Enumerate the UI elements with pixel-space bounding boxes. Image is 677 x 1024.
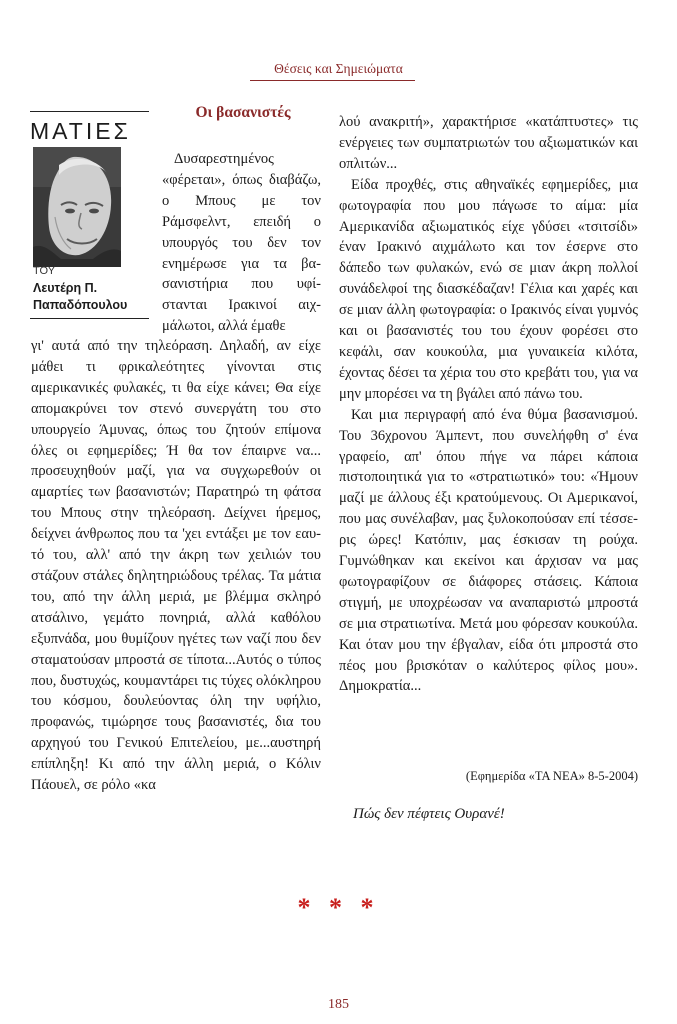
article-paragraph-intro: Δυσαρεστημένος «φέρεται», όπως διαβάζω, ο Μπους με τον Ράμσφελντ, επειδή ο υπουργός του δεν τον ενημέρωσε για τα βασανιστήρια που υφίστανται Ιρακινοί αιχμάλωτοι, αλλά έμαθε (162, 151, 321, 335)
running-head: Θέσεις και Σημειώματα (274, 61, 403, 76)
author-name-line1: Λευτέρη Π. (33, 281, 98, 295)
article-title: Οι βασανιστές (195, 104, 291, 121)
article-column-2 (339, 112, 638, 697)
article-column-1-top (162, 149, 321, 337)
source-citation: (Εφημερίδα «ΤΑ ΝΕΑ» 8-5-2004) (465, 769, 638, 783)
article-paragraph-continued: γι' αυτά από την τηλεόραση. Δηλαδή, αν είχε μάθει τι φρικαλεότητες γίνονται στις αμερικανικές φυλακές, τι θα είχε κάνει; Θα είχε απομακρύνει τον στενό συνεργάτη του στο υπουργείο Άμυνας, όπως του ζητούν επίμονα όλες οι εφημερίδες; Ή θα τον έπαιρνε να... προσευχηθούν μαζί, για να συγχωρεθούν οι αμαρτίες των βασανιστών; Παρατηρώ τη φάτσα του Μπους στην τηλεόραση. Δείχνει ήρεμος, δείχνει άνθρωπος που τα 'χει εντάξει με τον εαυτό του, αλλ' από την άκρη των χειλιών του στάζουν στάλες δηλητηριώδους τρέλας. Τα μάτια του, από την άλλη μεριά, με βλέμμα σκληρό ατσάλινο, γεμάτο πονηριά, αλλά καθόλου εξυπνάδα, μου θυμίζουν ηγέτες των ναζί που δεν σταματούσαν μπροστά σε τίποτα...Αυτός ο τύπος που, δυστυχώς, κουμαντάρει τις τύχες ολόκληρου του κόσμου, δουλεύοντας όλη την υφήλιο, προφανώς, τιμώρησε τους βασανιστές, δια του αρχηγού του Γενικού Επιτελείου, με...αυστηρή επίπληξη! Κι από την άλλη μεριά, ο Κόλιν Πάουελ, σε ρόλο «κα (31, 338, 321, 794)
article-paragraph: Και μια περιγραφή από ένα θύμα βασανισμού. Του 36χρονου Άμπεντ, που συνελήφθη σ' ένα γραφείο, απ' όπου πήγε να πάρει κάποια πιστοποιητικά για το «στρατιωτικό» του: «Ήμουν μαζί με άλλους έξι κρατούμενους. Οι Αμερικανοί, που μας συνέλαβαν, μας ξυλοκοπούσαν επί τέσσερις ώρες! Κατόπιν, μας έσκισαν τη ρούχα. Γυμνώθηκαν και εκείνοι και άρχισαν να μας φωτογραφίζουν σε διάφορες στάσεις. Κάποια στιγμή, με υποχρέωσαν να αναπαριστώ μπροστά σε μια στρατιωτίνα. Μετά μου φόρεσαν κουκούλα. Και όταν μου την έβγαλαν, είδα ότι μπροστά στο πέος μου βρισκόταν ο καλύτερος φίλος μου». Δημοκρατία... (339, 406, 638, 695)
author-name-line2: Παπαδόπουλου (33, 298, 128, 312)
column-box-bottom-rule (30, 318, 149, 319)
closing-line: Πώς δεν πέφτεις Ουρανέ! (353, 806, 505, 822)
page-number: 185 (328, 997, 349, 1012)
column-box (30, 111, 149, 319)
author-portrait-image (33, 147, 121, 267)
article-column-1-bottom (31, 336, 321, 796)
column-logo: ΜΑΤΙΕΣ (30, 118, 131, 144)
section-separator: * * * (297, 893, 380, 922)
column-box-top-rule (30, 111, 149, 112)
author-portrait (33, 147, 121, 267)
running-head-rule (250, 80, 415, 81)
byline-prefix: ΤΟΥ (33, 265, 56, 277)
article-paragraph: Είδα προχθές, στις αθηναϊκές εφημερίδες, μια φωτογραφία που μου πάγωσε το αίμα: μία Αμερικανίδα αξιωματικός είχε γδύσει «τσιτσίδι» έναν Ιρακινό αιχμάλωτο και τον έσερνε στο δάπεδο των φυλακών, ενώ σε μιαν άκρη πολλοί συνάδελφοί της διασκέδαζαν! Γέλια και χαρές και σε μιαν άλλη φωτογραφία: ο Ιρακινός είναι γυμνός και οι βασανιστές του του έχουν φορέσει στο κεφάλι, σαν κουκούλα, μια γυναικεία κιλότα, έχοντας δέσει τα χέρια του στο κρεβάτι του, για να μην μπορέσει να τη βγάλει από πάνω του. (339, 176, 638, 402)
article-paragraph: λού ανακριτή», χαρακτήρισε «κατάπτυστες» τις ενέργειες των συμπατριωτών του αξιωματικών και οπλιτών... (339, 114, 638, 172)
author-name (33, 280, 149, 314)
